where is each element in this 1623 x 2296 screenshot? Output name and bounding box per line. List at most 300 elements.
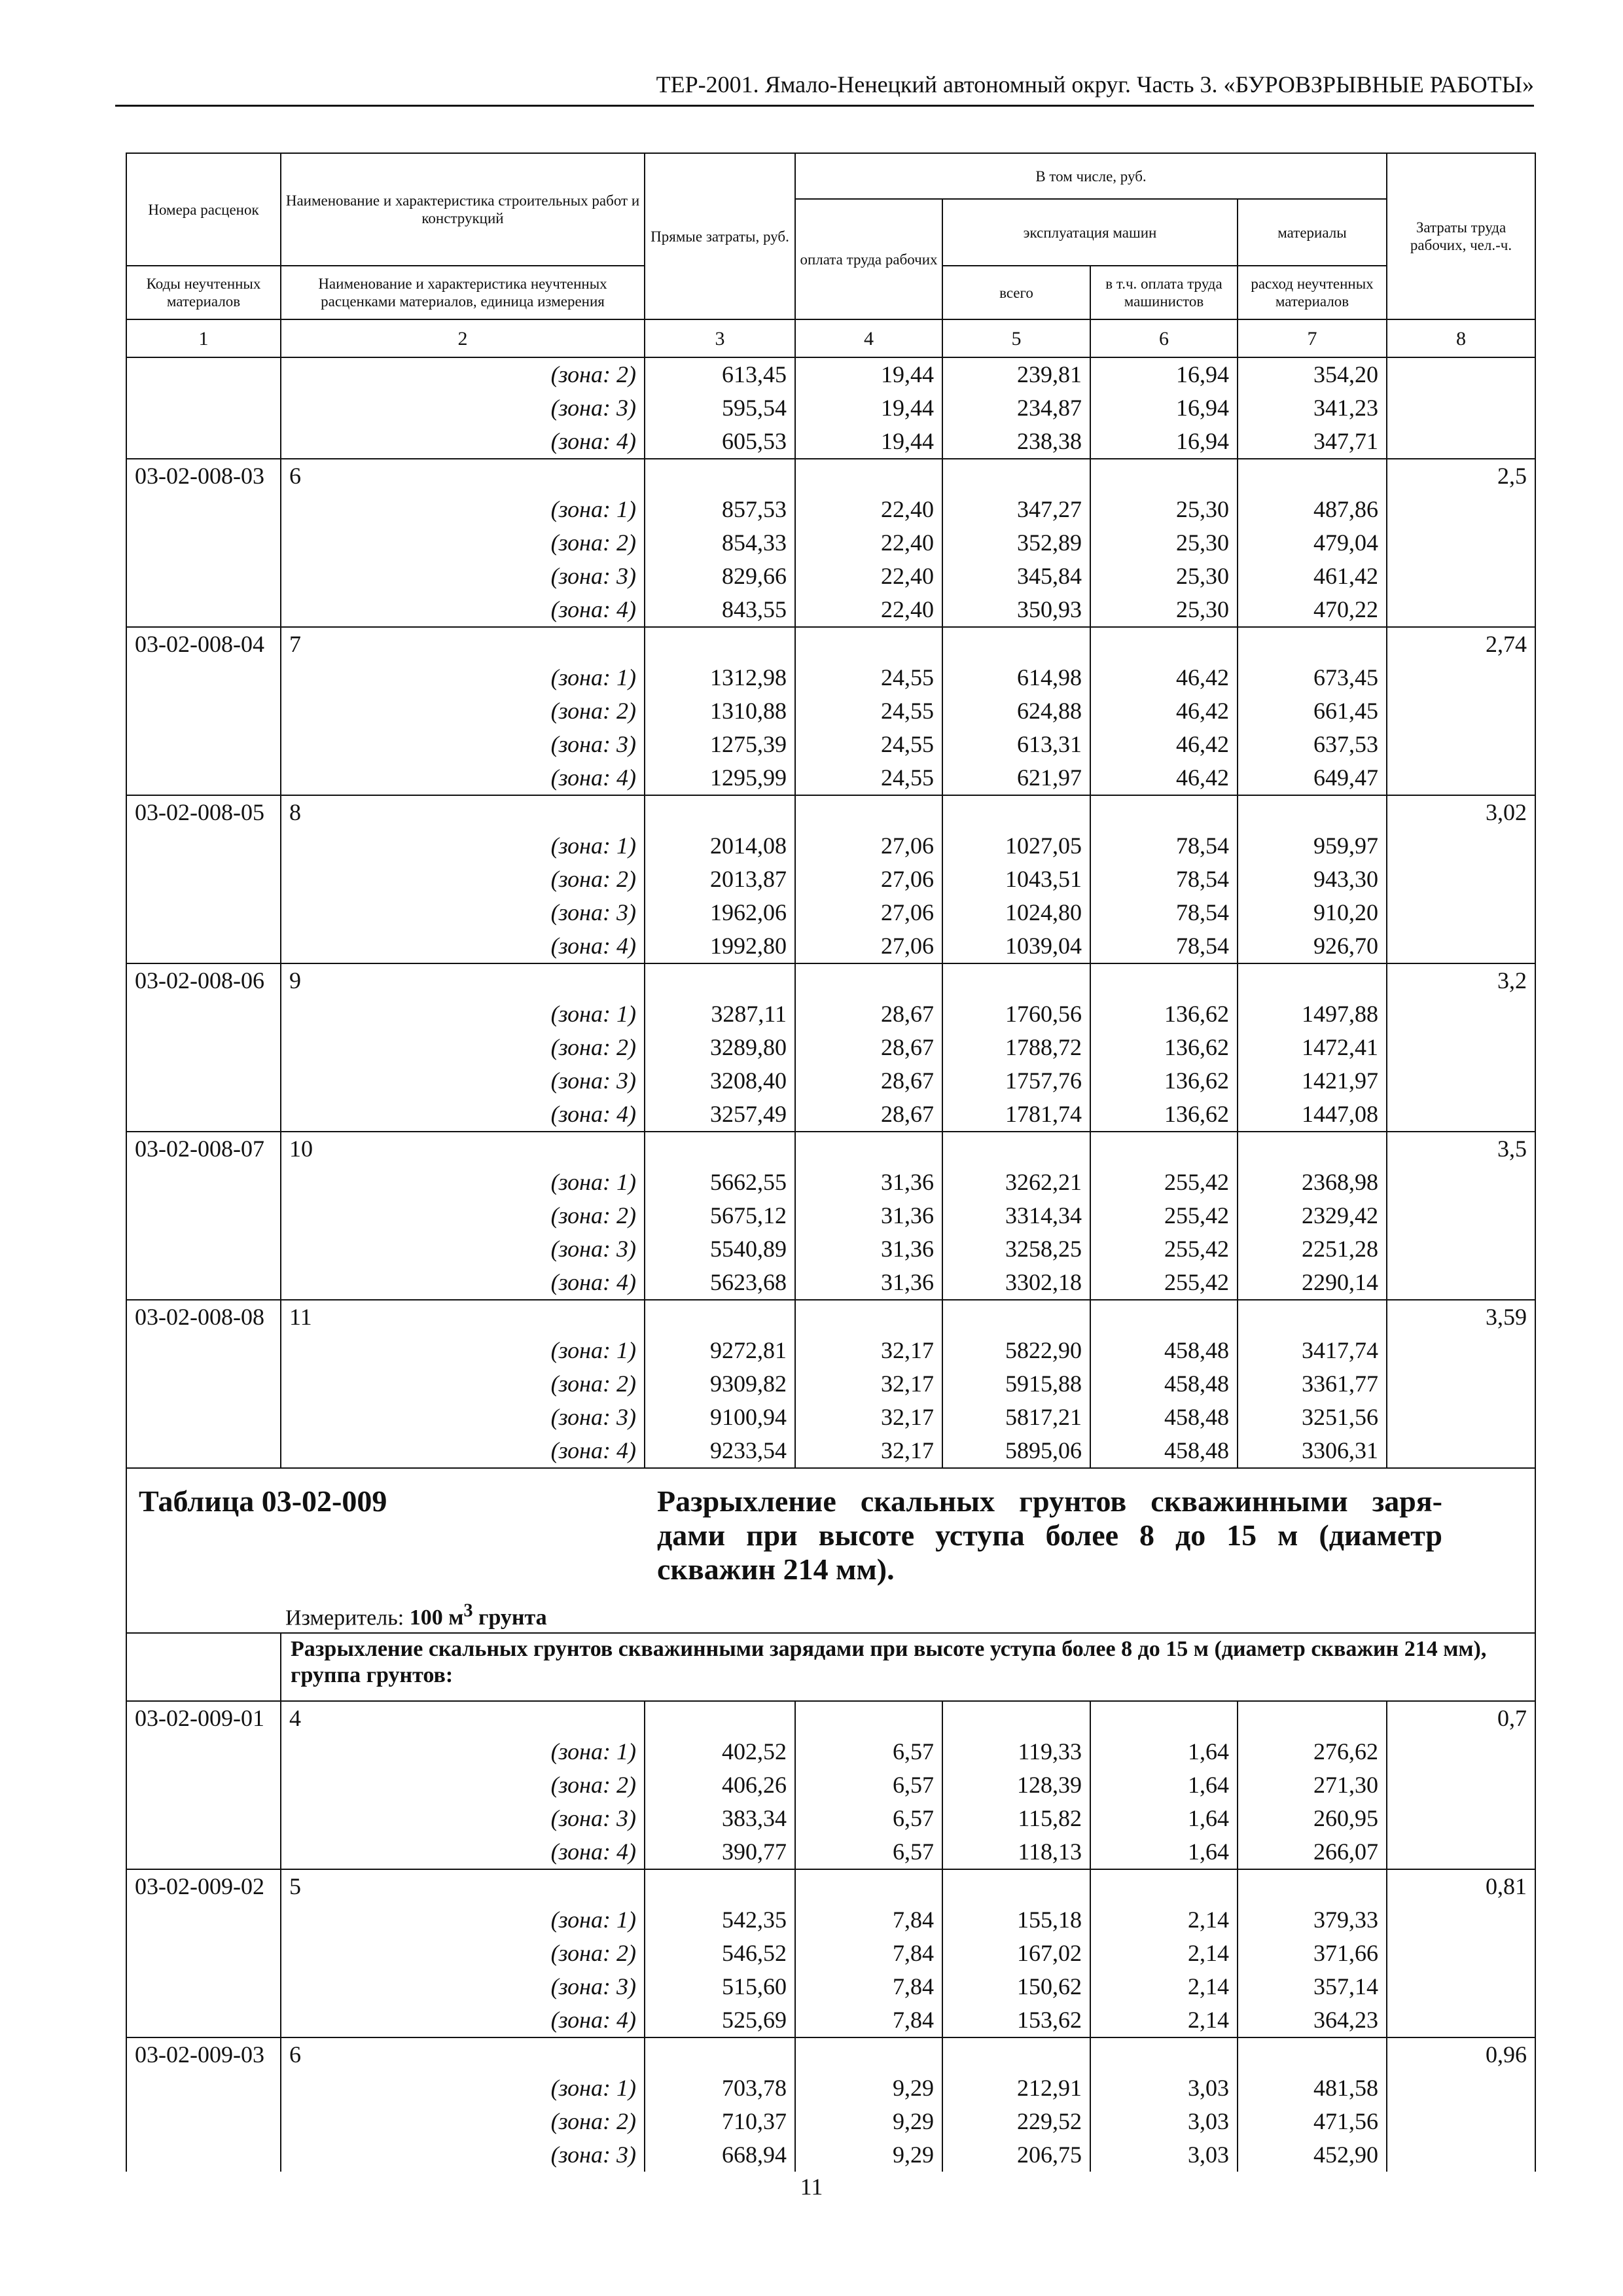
operator-wages-cell: 78,54 xyxy=(1090,929,1238,963)
rate-code: 03-02-008-07 xyxy=(126,1132,281,1166)
empty-cell xyxy=(795,1132,942,1166)
worker-wages-cell: 22,40 xyxy=(795,493,942,526)
table-row xyxy=(126,728,1535,761)
unit-prefix: Измеритель: xyxy=(285,1605,410,1630)
materials-cell: 347,71 xyxy=(1238,425,1387,459)
rate-code-cell xyxy=(126,357,281,391)
empty-cell xyxy=(1238,2037,1387,2072)
direct-costs-cell: 1275,39 xyxy=(645,728,795,761)
worker-wages-cell: 9,29 xyxy=(795,2072,942,2105)
labor-costs-cell xyxy=(1387,1334,1535,1367)
col-number: 2 xyxy=(281,319,645,357)
rate-code-cell xyxy=(126,1835,281,1869)
worker-wages-cell: 27,06 xyxy=(795,829,942,863)
table-row xyxy=(126,593,1535,627)
table-row xyxy=(126,1166,1535,1199)
worker-wages-cell: 24,55 xyxy=(795,694,942,728)
labor-costs-cell xyxy=(1387,1199,1535,1232)
operator-wages-cell: 255,42 xyxy=(1090,1232,1238,1266)
zone-label: (зона: 4) xyxy=(281,761,645,795)
rate-code-cell xyxy=(126,493,281,526)
rate-code-cell xyxy=(126,1199,281,1232)
empty-cell xyxy=(942,1300,1090,1334)
rate-code-cell xyxy=(126,997,281,1031)
direct-costs-cell: 710,37 xyxy=(645,2105,795,2138)
machines-total-cell: 5895,06 xyxy=(942,1434,1090,1468)
table-row xyxy=(126,1367,1535,1401)
table-header xyxy=(126,153,1535,357)
machines-total-cell: 1781,74 xyxy=(942,1098,1090,1132)
operator-wages-cell: 25,30 xyxy=(1090,526,1238,560)
rate-code-cell xyxy=(126,863,281,896)
table-row xyxy=(126,1266,1535,1300)
soil-group-number: 5 xyxy=(281,1869,645,1903)
machines-total-cell: 153,62 xyxy=(942,2003,1090,2037)
labor-costs-cell xyxy=(1387,2138,1535,2172)
direct-costs-cell: 9233,54 xyxy=(645,1434,795,1468)
machines-total-cell: 115,82 xyxy=(942,1802,1090,1835)
soil-group-number: 6 xyxy=(281,2037,645,2072)
machines-total-cell: 1027,05 xyxy=(942,829,1090,863)
materials-cell: 487,86 xyxy=(1238,493,1387,526)
rate-code-cell xyxy=(126,1903,281,1937)
machines-total-cell: 239,81 xyxy=(942,357,1090,391)
col-header-rate-number: Номера расценок xyxy=(126,153,281,266)
machines-total-cell: 350,93 xyxy=(942,593,1090,627)
table-row xyxy=(126,493,1535,526)
operator-wages-cell: 25,30 xyxy=(1090,493,1238,526)
rate-code: 03-02-009-03 xyxy=(126,2037,281,2072)
zone-label: (зона: 3) xyxy=(281,1232,645,1266)
empty-cell xyxy=(942,459,1090,493)
table-row xyxy=(126,863,1535,896)
rate-code: 03-02-008-08 xyxy=(126,1300,281,1334)
materials-cell: 3417,74 xyxy=(1238,1334,1387,1367)
empty-cell xyxy=(1090,795,1238,829)
materials-cell: 354,20 xyxy=(1238,357,1387,391)
worker-wages-cell: 22,40 xyxy=(795,560,942,593)
table-row xyxy=(126,1098,1535,1132)
rate-code: 03-02-008-05 xyxy=(126,795,281,829)
worker-wages-cell: 7,84 xyxy=(795,1903,942,1937)
labor-costs-cell xyxy=(1387,1970,1535,2003)
rate-code-cell xyxy=(126,425,281,459)
machines-total-cell: 234,87 xyxy=(942,391,1090,425)
labor-costs-cell xyxy=(1387,1401,1535,1434)
col-header-materials: материалы xyxy=(1238,199,1387,266)
materials-cell: 3306,31 xyxy=(1238,1434,1387,1468)
machines-total-cell: 119,33 xyxy=(942,1735,1090,1768)
worker-wages-cell: 31,36 xyxy=(795,1166,942,1199)
labor-costs-cell xyxy=(1387,1768,1535,1802)
materials-cell: 379,33 xyxy=(1238,1903,1387,1937)
operator-wages-cell: 78,54 xyxy=(1090,896,1238,929)
direct-costs-cell: 1312,98 xyxy=(645,661,795,694)
worker-wages-cell: 6,57 xyxy=(795,1735,942,1768)
operator-wages-cell: 255,42 xyxy=(1090,1166,1238,1199)
empty-cell xyxy=(645,2037,795,2072)
empty-cell xyxy=(645,1300,795,1334)
worker-wages-cell: 9,29 xyxy=(795,2105,942,2138)
materials-cell: 266,07 xyxy=(1238,1835,1387,1869)
worker-wages-cell: 19,44 xyxy=(795,425,942,459)
unit-suffix: грунта xyxy=(473,1605,547,1630)
direct-costs-cell: 542,35 xyxy=(645,1903,795,1937)
empty-cell xyxy=(795,1869,942,1903)
rate-code-cell xyxy=(126,1970,281,2003)
zone-label: (зона: 2) xyxy=(281,863,645,896)
operator-wages-cell: 46,42 xyxy=(1090,694,1238,728)
empty-cell xyxy=(645,963,795,997)
worker-wages-cell: 22,40 xyxy=(795,526,942,560)
operator-wages-cell: 3,03 xyxy=(1090,2138,1238,2172)
rate-code: 03-02-008-06 xyxy=(126,963,281,997)
machines-total-cell: 1760,56 xyxy=(942,997,1090,1031)
machines-total-cell: 614,98 xyxy=(942,661,1090,694)
empty-cell xyxy=(1238,1300,1387,1334)
machines-total-cell: 3302,18 xyxy=(942,1266,1090,1300)
rate-code-cell xyxy=(126,1401,281,1434)
labor-costs-cell xyxy=(1387,425,1535,459)
machines-total-cell: 212,91 xyxy=(942,2072,1090,2105)
table-row xyxy=(126,929,1535,963)
materials-cell: 481,58 xyxy=(1238,2072,1387,2105)
rate-code: 03-02-009-02 xyxy=(126,1869,281,1903)
empty-cell xyxy=(795,963,942,997)
operator-wages-cell: 2,14 xyxy=(1090,2003,1238,2037)
direct-costs-cell: 9272,81 xyxy=(645,1334,795,1367)
rate-code-cell xyxy=(126,829,281,863)
operator-wages-cell: 25,30 xyxy=(1090,560,1238,593)
empty-cell xyxy=(942,1132,1090,1166)
empty-cell xyxy=(645,1701,795,1735)
rate-code: 03-02-008-03 xyxy=(126,459,281,493)
rate-group-row xyxy=(126,459,1535,493)
machines-total-cell: 345,84 xyxy=(942,560,1090,593)
col-header-including: В том числе, руб. xyxy=(795,153,1387,199)
worker-wages-cell: 32,17 xyxy=(795,1434,942,1468)
labor-costs-cell xyxy=(1387,1166,1535,1199)
col-header-operator-wages: в т.ч. оплата труда машинистов xyxy=(1090,266,1238,319)
norms-table xyxy=(126,152,1536,2172)
materials-cell: 452,90 xyxy=(1238,2138,1387,2172)
machines-total-cell: 229,52 xyxy=(942,2105,1090,2138)
rate-code-cell xyxy=(126,761,281,795)
rate-code-cell xyxy=(126,2138,281,2172)
empty-cell xyxy=(645,459,795,493)
materials-cell: 260,95 xyxy=(1238,1802,1387,1835)
labor-costs-cell xyxy=(1387,1835,1535,1869)
worker-wages-cell: 28,67 xyxy=(795,1098,942,1132)
empty-cell xyxy=(645,795,795,829)
empty-cell xyxy=(942,2037,1090,2072)
rate-group-row xyxy=(126,2037,1535,2072)
table-body xyxy=(126,357,1535,2172)
empty-cell xyxy=(795,795,942,829)
rate-code-cell xyxy=(126,661,281,694)
machines-total-cell: 167,02 xyxy=(942,1937,1090,1970)
materials-cell: 926,70 xyxy=(1238,929,1387,963)
direct-costs-cell: 613,45 xyxy=(645,357,795,391)
worker-wages-cell: 32,17 xyxy=(795,1367,942,1401)
table-title: Разрыхление скальных грунтов скважинными заря-дами при высоте уступа более 8 до 15 м (диаметр скважин 214 мм). xyxy=(657,1484,1442,1586)
materials-cell: 673,45 xyxy=(1238,661,1387,694)
materials-cell: 471,56 xyxy=(1238,2105,1387,2138)
rate-group-row xyxy=(126,1869,1535,1903)
worker-wages-cell: 28,67 xyxy=(795,1064,942,1098)
direct-costs-cell: 854,33 xyxy=(645,526,795,560)
table-row xyxy=(126,2105,1535,2138)
table-row xyxy=(126,1232,1535,1266)
empty-cell xyxy=(1238,1701,1387,1735)
direct-costs-cell: 605,53 xyxy=(645,425,795,459)
rate-code-cell xyxy=(126,929,281,963)
table-row xyxy=(126,1835,1535,1869)
machines-total-cell: 347,27 xyxy=(942,493,1090,526)
col-header-direct-costs: Прямые затраты, руб. xyxy=(645,153,795,319)
direct-costs-cell: 3287,11 xyxy=(645,997,795,1031)
operator-wages-cell: 2,14 xyxy=(1090,1937,1238,1970)
labor-costs-cell xyxy=(1387,896,1535,929)
machines-total-cell: 5822,90 xyxy=(942,1334,1090,1367)
operator-wages-cell: 1,64 xyxy=(1090,1735,1238,1768)
direct-costs-cell: 843,55 xyxy=(645,593,795,627)
machines-total-cell: 624,88 xyxy=(942,694,1090,728)
rate-code-cell xyxy=(126,560,281,593)
rate-group-row xyxy=(126,795,1535,829)
labor-costs-cell xyxy=(1387,560,1535,593)
machines-total-cell: 1788,72 xyxy=(942,1031,1090,1064)
machines-total-cell: 1757,76 xyxy=(942,1064,1090,1098)
table-row xyxy=(126,694,1535,728)
zone-label: (зона: 2) xyxy=(281,2105,645,2138)
operator-wages-cell: 1,64 xyxy=(1090,1802,1238,1835)
col-header-material-consumption: расход неучтенных материалов xyxy=(1238,266,1387,319)
zone-label: (зона: 4) xyxy=(281,1266,645,1300)
worker-wages-cell: 31,36 xyxy=(795,1199,942,1232)
operator-wages-cell: 3,03 xyxy=(1090,2105,1238,2138)
empty-cell xyxy=(645,1869,795,1903)
empty-cell xyxy=(795,627,942,661)
materials-cell: 479,04 xyxy=(1238,526,1387,560)
labor-costs-cell xyxy=(1387,493,1535,526)
worker-wages-cell: 27,06 xyxy=(795,896,942,929)
rate-code-cell xyxy=(126,1098,281,1132)
zone-label: (зона: 3) xyxy=(281,1802,645,1835)
rate-code-cell xyxy=(126,593,281,627)
empty-cell xyxy=(942,795,1090,829)
operator-wages-cell: 255,42 xyxy=(1090,1266,1238,1300)
worker-wages-cell: 19,44 xyxy=(795,357,942,391)
table-row xyxy=(126,1434,1535,1468)
zone-label: (зона: 1) xyxy=(281,997,645,1031)
col-header-machines-total: всего xyxy=(942,266,1090,319)
zone-label: (зона: 3) xyxy=(281,391,645,425)
machines-total-cell: 1024,80 xyxy=(942,896,1090,929)
soil-group-number: 8 xyxy=(281,795,645,829)
zone-label: (зона: 4) xyxy=(281,1835,645,1869)
table-row xyxy=(126,2138,1535,2172)
labor-costs-cell xyxy=(1387,391,1535,425)
empty-cell xyxy=(795,459,942,493)
table-row xyxy=(126,391,1535,425)
direct-costs-cell: 383,34 xyxy=(645,1802,795,1835)
empty-cell xyxy=(645,627,795,661)
col-header-material-names: Наименование и характеристика неучтенных расценками материалов, единица измерения xyxy=(281,266,645,319)
table-row xyxy=(126,2072,1535,2105)
empty-cell xyxy=(1090,627,1238,661)
worker-wages-cell: 19,44 xyxy=(795,391,942,425)
machines-total-cell: 3258,25 xyxy=(942,1232,1090,1266)
worker-wages-cell: 6,57 xyxy=(795,1835,942,1869)
rate-code-cell xyxy=(126,391,281,425)
labor-costs-cell xyxy=(1387,1367,1535,1401)
materials-cell: 649,47 xyxy=(1238,761,1387,795)
machines-total-cell: 118,13 xyxy=(942,1835,1090,1869)
machines-total-cell: 621,97 xyxy=(942,761,1090,795)
worker-wages-cell: 27,06 xyxy=(795,929,942,963)
machines-total-cell: 206,75 xyxy=(942,2138,1090,2172)
labor-costs-cell xyxy=(1387,1031,1535,1064)
table-row xyxy=(126,1937,1535,1970)
soil-group-number: 11 xyxy=(281,1300,645,1334)
zone-label: (зона: 2) xyxy=(281,1768,645,1802)
empty-cell xyxy=(1090,1300,1238,1334)
labor-costs-cell xyxy=(1387,761,1535,795)
table-row xyxy=(126,761,1535,795)
rate-code-cell xyxy=(126,1232,281,1266)
zone-label: (зона: 3) xyxy=(281,1401,645,1434)
empty-cell xyxy=(1090,459,1238,493)
table-title-block xyxy=(126,1468,1535,1633)
operator-wages-cell: 16,94 xyxy=(1090,391,1238,425)
machines-total-cell: 150,62 xyxy=(942,1970,1090,2003)
empty-cell xyxy=(1238,795,1387,829)
materials-cell: 276,62 xyxy=(1238,1735,1387,1768)
col-number: 5 xyxy=(942,319,1090,357)
table-row xyxy=(126,357,1535,391)
rate-code-cell xyxy=(126,526,281,560)
unit-superscript: 3 xyxy=(463,1601,473,1621)
rate-code: 03-02-008-04 xyxy=(126,627,281,661)
labor-costs-cell xyxy=(1387,1903,1535,1937)
materials-cell: 470,22 xyxy=(1238,593,1387,627)
table-row xyxy=(126,1802,1535,1835)
machines-total-cell: 155,18 xyxy=(942,1903,1090,1937)
table-row xyxy=(126,2003,1535,2037)
zone-label: (зона: 1) xyxy=(281,829,645,863)
materials-cell: 3361,77 xyxy=(1238,1367,1387,1401)
labor-costs-cell xyxy=(1387,1735,1535,1768)
materials-cell: 661,45 xyxy=(1238,694,1387,728)
labor-costs-cell xyxy=(1387,1098,1535,1132)
labor-costs-cell xyxy=(1387,694,1535,728)
table-row xyxy=(126,560,1535,593)
machines-total-cell: 613,31 xyxy=(942,728,1090,761)
labor-costs-cell xyxy=(1387,1937,1535,1970)
machines-total-cell: 1039,04 xyxy=(942,929,1090,963)
labor-costs-value: 2,5 xyxy=(1387,459,1535,493)
worker-wages-cell: 24,55 xyxy=(795,728,942,761)
operator-wages-cell: 3,03 xyxy=(1090,2072,1238,2105)
labor-costs-value: 0,81 xyxy=(1387,1869,1535,1903)
zone-label: (зона: 2) xyxy=(281,526,645,560)
zone-label: (зона: 4) xyxy=(281,1434,645,1468)
materials-cell: 1472,41 xyxy=(1238,1031,1387,1064)
materials-cell: 1447,08 xyxy=(1238,1098,1387,1132)
rate-code-cell xyxy=(126,2072,281,2105)
soil-group-number: 6 xyxy=(281,459,645,493)
operator-wages-cell: 136,62 xyxy=(1090,1031,1238,1064)
rate-code-cell xyxy=(126,1266,281,1300)
materials-cell: 271,30 xyxy=(1238,1768,1387,1802)
unit-value xyxy=(409,1601,547,1630)
worker-wages-cell: 6,57 xyxy=(795,1802,942,1835)
zone-label: (зона: 1) xyxy=(281,2072,645,2105)
table-title-row xyxy=(126,1468,1535,1633)
empty-cell xyxy=(1238,1869,1387,1903)
machines-total-cell: 238,38 xyxy=(942,425,1090,459)
table-row xyxy=(126,1735,1535,1768)
worker-wages-cell: 7,84 xyxy=(795,1937,942,1970)
worker-wages-cell: 6,57 xyxy=(795,1768,942,1802)
worker-wages-cell: 27,06 xyxy=(795,863,942,896)
direct-costs-cell: 515,60 xyxy=(645,1970,795,2003)
zone-label: (зона: 3) xyxy=(281,1064,645,1098)
machines-total-cell: 3262,21 xyxy=(942,1166,1090,1199)
rate-code: 03-02-009-01 xyxy=(126,1701,281,1735)
operator-wages-cell: 458,48 xyxy=(1090,1401,1238,1434)
empty-cell xyxy=(1090,1701,1238,1735)
zone-label: (зона: 2) xyxy=(281,694,645,728)
rate-group-row xyxy=(126,1701,1535,1735)
labor-costs-cell xyxy=(1387,2072,1535,2105)
soil-group-number: 4 xyxy=(281,1701,645,1735)
direct-costs-cell: 595,54 xyxy=(645,391,795,425)
operator-wages-cell: 78,54 xyxy=(1090,829,1238,863)
direct-costs-cell: 2014,08 xyxy=(645,829,795,863)
machines-total-cell: 3314,34 xyxy=(942,1199,1090,1232)
empty-cell xyxy=(1090,1869,1238,1903)
zone-label: (зона: 1) xyxy=(281,1903,645,1937)
worker-wages-cell: 22,40 xyxy=(795,593,942,627)
direct-costs-cell: 3208,40 xyxy=(645,1064,795,1098)
labor-costs-cell xyxy=(1387,593,1535,627)
col-number: 1 xyxy=(126,319,281,357)
rate-code-cell xyxy=(126,1064,281,1098)
labor-costs-cell xyxy=(1387,1064,1535,1098)
direct-costs-cell: 546,52 xyxy=(645,1937,795,1970)
rate-group-row xyxy=(126,963,1535,997)
empty-cell xyxy=(1238,627,1387,661)
labor-costs-value: 2,74 xyxy=(1387,627,1535,661)
rate-code-cell xyxy=(126,1367,281,1401)
rate-code-cell xyxy=(126,1768,281,1802)
table-row xyxy=(126,1199,1535,1232)
labor-costs-cell xyxy=(1387,526,1535,560)
operator-wages-cell: 2,14 xyxy=(1090,1970,1238,2003)
labor-costs-cell xyxy=(1387,929,1535,963)
zone-label: (зона: 3) xyxy=(281,1970,645,2003)
direct-costs-cell: 829,66 xyxy=(645,560,795,593)
zone-label: (зона: 1) xyxy=(281,1334,645,1367)
labor-costs-value: 3,2 xyxy=(1387,963,1535,997)
worker-wages-cell: 32,17 xyxy=(795,1401,942,1434)
zone-label: (зона: 2) xyxy=(281,1367,645,1401)
labor-costs-cell xyxy=(1387,1802,1535,1835)
zone-label: (зона: 3) xyxy=(281,896,645,929)
col-header-labor-costs: Затраты труда рабочих, чел.-ч. xyxy=(1387,153,1535,319)
